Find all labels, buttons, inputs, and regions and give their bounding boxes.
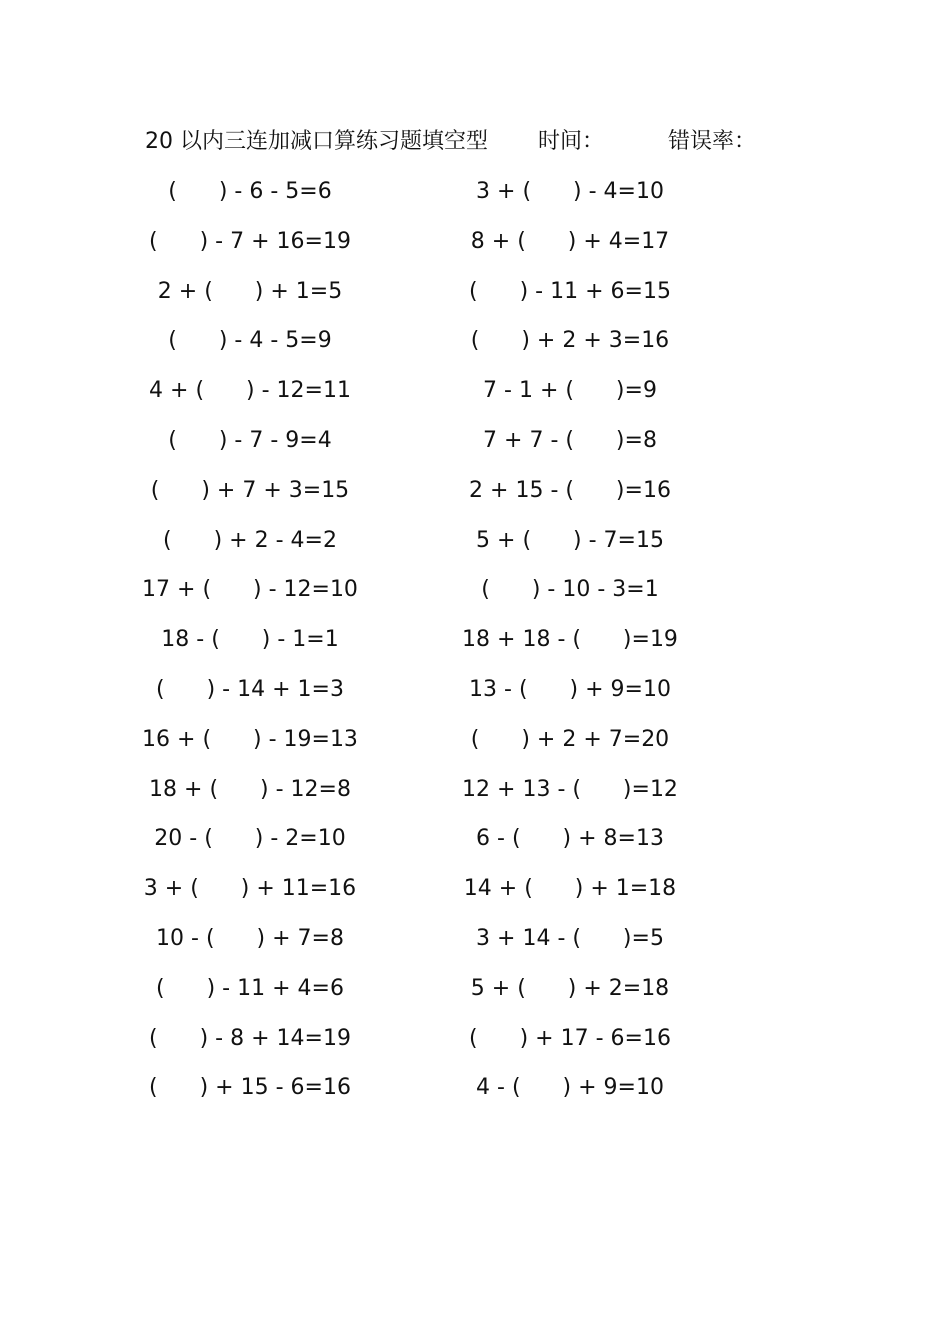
problem-row (0, 765, 950, 815)
error-rate-label: 错误率： (668, 129, 757, 154)
right-problem: 5 + ( ) + 2=18 (470, 975, 670, 1001)
problem-row (0, 964, 950, 1014)
right-problem: 4 - ( ) + 9=10 (476, 1075, 664, 1101)
left-problem: 3 + ( ) + 11=16 (143, 876, 357, 902)
worksheet-header (0, 124, 950, 160)
right-problem: 2 + 15 - ( )=16 (469, 477, 671, 503)
problem-row (0, 715, 950, 765)
problem-row (0, 1014, 950, 1064)
problem-row (0, 316, 950, 366)
left-problem: ( ) - 11 + 4=6 (156, 975, 344, 1001)
left-problem: 4 + ( ) - 12=11 (149, 378, 351, 404)
worksheet-title: 20 以内三连加减口算练习题填空型 (145, 129, 488, 154)
left-problem: ( ) - 6 - 5=6 (168, 179, 332, 204)
left-problem: ( ) + 2 - 4=2 (163, 527, 337, 553)
right-problem: 13 - ( ) + 9=10 (469, 676, 671, 702)
problem-row (0, 217, 950, 267)
left-problem: ( ) - 8 + 14=19 (149, 1025, 351, 1051)
left-problem: 2 + ( ) + 1=5 (157, 278, 343, 304)
right-problem: 3 + ( ) - 4=10 (476, 179, 664, 204)
left-problem: ( ) - 7 - 9=4 (168, 427, 332, 453)
right-problem: 8 + ( ) + 4=17 (470, 228, 670, 254)
right-problem: 3 + 14 - ( )=5 (476, 925, 664, 951)
problem-row (0, 516, 950, 566)
problem-row (0, 466, 950, 516)
right-problem: ( ) - 10 - 3=1 (481, 577, 659, 603)
problem-row (0, 914, 950, 964)
left-problem: 16 + ( ) - 19=13 (142, 726, 358, 752)
right-problem: 14 + ( ) + 1=18 (463, 876, 677, 902)
problem-row (0, 864, 950, 914)
left-problem: 18 + ( ) - 12=8 (149, 776, 351, 802)
problem-row (0, 615, 950, 665)
problem-row (0, 1063, 950, 1113)
problem-grid (0, 167, 950, 1113)
problem-row (0, 565, 950, 615)
right-problem: ( ) + 2 + 3=16 (470, 328, 670, 354)
problem-row (0, 167, 950, 217)
left-problem: ( ) + 15 - 6=16 (149, 1075, 351, 1101)
right-problem: 7 + 7 - ( )=8 (483, 427, 657, 453)
problem-row (0, 416, 950, 466)
left-problem: 10 - ( ) + 7=8 (156, 925, 344, 951)
time-label: 时间： (538, 129, 605, 154)
right-problem: 5 + ( ) - 7=15 (476, 527, 664, 553)
left-problem: ( ) - 7 + 16=19 (149, 228, 351, 254)
right-problem: 12 + 13 - ( )=12 (462, 776, 678, 802)
right-problem: 6 - ( ) + 8=13 (476, 826, 664, 852)
left-problem: ( ) - 4 - 5=9 (168, 328, 332, 354)
left-problem: ( ) - 14 + 1=3 (156, 676, 344, 702)
right-problem: ( ) + 17 - 6=16 (469, 1025, 671, 1051)
problem-row (0, 267, 950, 317)
problem-row (0, 665, 950, 715)
left-problem: 18 - ( ) - 1=1 (161, 627, 339, 653)
problem-row (0, 366, 950, 416)
left-problem: 20 - ( ) - 2=10 (154, 826, 346, 852)
right-problem: ( ) - 11 + 6=15 (469, 278, 671, 304)
right-problem: ( ) + 2 + 7=20 (470, 726, 670, 752)
right-problem: 18 + 18 - ( )=19 (462, 627, 678, 653)
right-problem: 7 - 1 + ( )=9 (483, 378, 657, 404)
problem-row (0, 814, 950, 864)
left-problem: 17 + ( ) - 12=10 (142, 577, 358, 603)
left-problem: ( ) + 7 + 3=15 (150, 477, 350, 503)
